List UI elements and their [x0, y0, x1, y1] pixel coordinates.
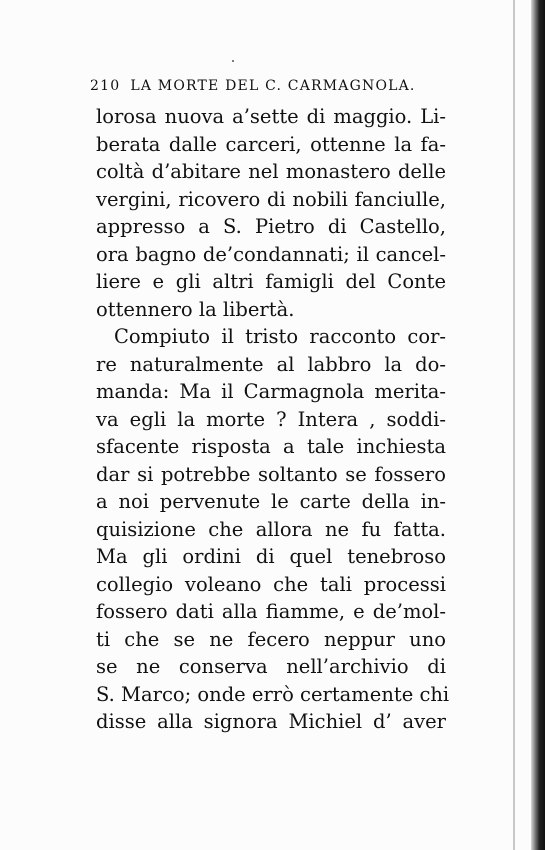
text-line: se ne conserva nell’archivio di: [96, 655, 446, 678]
text-line: ottennero la libertà.: [96, 297, 295, 321]
running-header: [90, 78, 450, 94]
scan-edge-shadow: [531, 0, 545, 850]
body-text: [96, 103, 450, 736]
page-number: 210: [90, 78, 121, 94]
text-line: liere e gli altri famigli del Conte: [96, 270, 446, 293]
text-line: Ma gli ordini di quel tenebroso: [96, 545, 446, 568]
text-line: coltà d’abitare nel monastero delle: [96, 160, 446, 183]
text-line: berata dalle carceri, ottenne la fa-: [96, 132, 446, 156]
text-line: disse alla signora Michiel d’ aver: [96, 710, 446, 733]
text-line: appresso a S. Pietro di Castello,: [96, 215, 446, 238]
text-line: fossero dati alla fiamme, e de’mol-: [96, 600, 446, 623]
text-line: ti che se ne fecero neppur uno: [96, 627, 446, 651]
text-line: vergini, ricovero di nobili fanciulle,: [96, 187, 446, 211]
text-line: S. Marco; onde errò certamente chi: [96, 682, 450, 706]
text-line: Compiuto il tristo racconto cor-: [114, 325, 446, 348]
text-line: quisizione che allora ne fu fatta.: [96, 517, 446, 541]
running-title: LA MORTE DEL C. CARMAGNOLA.: [130, 78, 416, 94]
text-line: re naturalmente al labbro la do-: [96, 352, 446, 376]
text-line: a noi pervenute le carte della in-: [96, 490, 446, 513]
text-line: dar si potrebbe soltanto se fossero: [96, 462, 446, 486]
ink-speck: [232, 60, 234, 62]
page-fold-line: [513, 0, 515, 850]
text-line: collegio voleano che tali processi: [96, 572, 446, 596]
text-line: sfacente risposta a tale inchiesta: [96, 435, 446, 458]
text-line: lorosa nuova a’sette di maggio. Li-: [96, 105, 446, 128]
text-line: ora bagno de’condannati; il cancel-: [96, 242, 446, 266]
text-line: va egli la morte ? Intera , soddi-: [96, 407, 446, 431]
text-line: manda: Ma il Carmagnola merita-: [96, 380, 446, 403]
